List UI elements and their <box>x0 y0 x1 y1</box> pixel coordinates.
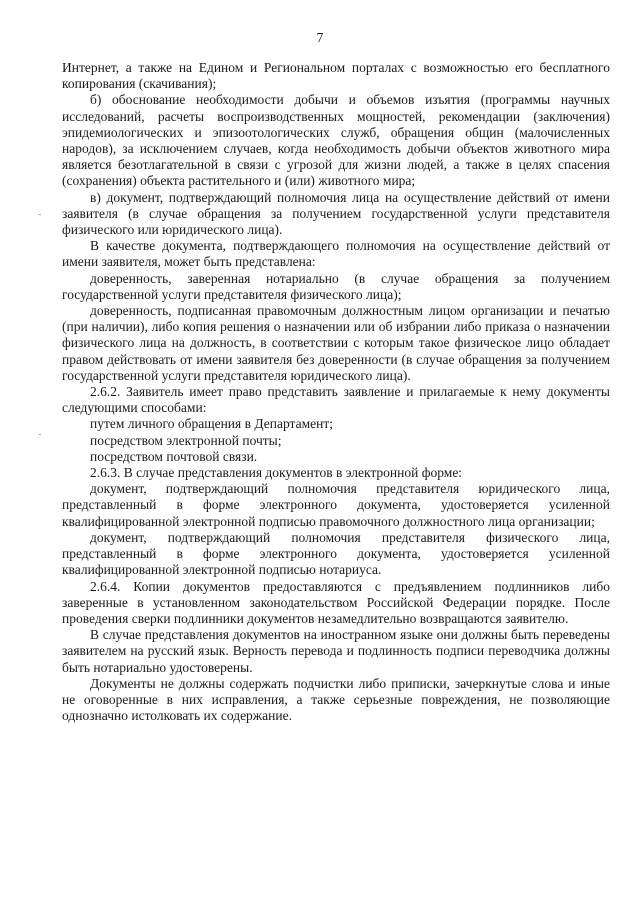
paragraph: 2.6.4. Копии документов предоставляются с предъявлением подлинников либо заверенные в установленном законодательством Российской Федерации порядке. После проведения сверки подлинники документов незамедлительно возвращаются заявителю. <box>62 578 610 626</box>
paragraph: в) документ, подтверждающий полномочия лица на осуществление действий от имени заявителя (в случае обращения за получением государственной услуги представителя физического или юридического лица). <box>62 189 610 238</box>
paragraph: посредством электронной почты; <box>90 432 282 448</box>
scan-margin-mark: - <box>38 209 42 220</box>
page-number: 7 <box>316 30 324 45</box>
paragraph: В случае представления документов на иностранном языке они должны быть переведены заявителем на русский язык. Верность перевода и подлинность подписи переводчика должны быть нотариально удостоверены. <box>62 627 610 675</box>
paragraph: доверенность, заверенная нотариально (в случае обращения за получением государственной услуги представителя физического лица); <box>62 270 610 302</box>
paragraph: В качестве документа, подтверждающего полномочия на осуществление действий от имени заявителя, может быть представлена: <box>62 238 610 270</box>
paragraph: доверенность, подписанная правомочным должностным лицом организации и печатью (при наличии), либо копия решения о назначении или об избрании либо приказа о назначении физического лица на должность, в соответствии с которым такое физическое лицо обладает правом действовать от имени заявителя без доверенности (в случае обращения за получением государственной услуги представителя юридического лица). <box>62 303 610 383</box>
paragraph: 2.6.2. Заявитель имеет право представить заявление и прилагаемые к нему документы следующими способами: <box>62 384 610 416</box>
document-body <box>62 60 610 724</box>
paragraph: путем личного обращения в Департамент; <box>90 416 333 432</box>
paragraph: Интернет, а также на Едином и Региональном порталах с возможностью его бесплатного копирования (скачивания); <box>62 60 610 92</box>
paragraph: 2.6.3. В случае представления документов в электронной форме: <box>90 465 463 481</box>
paragraph: документ, подтверждающий полномочия представителя юридического лица, представленный в форме электронного документа, удостоверяется усиленной квалифицированной электронной подписью правомочного должностного лица организации; <box>62 481 610 529</box>
scan-margin-mark: - <box>38 429 42 440</box>
paragraph: б) обоснование необходимости добычи и объемов изъятия (программы научных исследований, расчеты воспроизводственных мощностей, рекомендации (заключения) эпидемиологических и эпизоотологических служб, обращения общин (малочисленных народов), за исключением случаев, когда необходимость добычи объектов животного мира является безотлагательной в связи с угрозой для жизни людей, а также в целях спасения (сохранения) объекта растительного и (или) животного мира; <box>62 92 610 189</box>
paragraph: Документы не должны содержать подчистки либо приписки, зачеркнутые слова и иные не оговоренные в них исправления, а также серьезные повреждения, не позволяющие однозначно истолковать их содержание. <box>62 675 610 724</box>
paragraph: документ, подтверждающий полномочия представителя физического лица, представленный в форме электронного документа, удостоверяется усиленной квалифицированной электронной подписью нотариуса. <box>62 529 610 578</box>
paragraph: посредством почтовой связи. <box>90 448 258 464</box>
